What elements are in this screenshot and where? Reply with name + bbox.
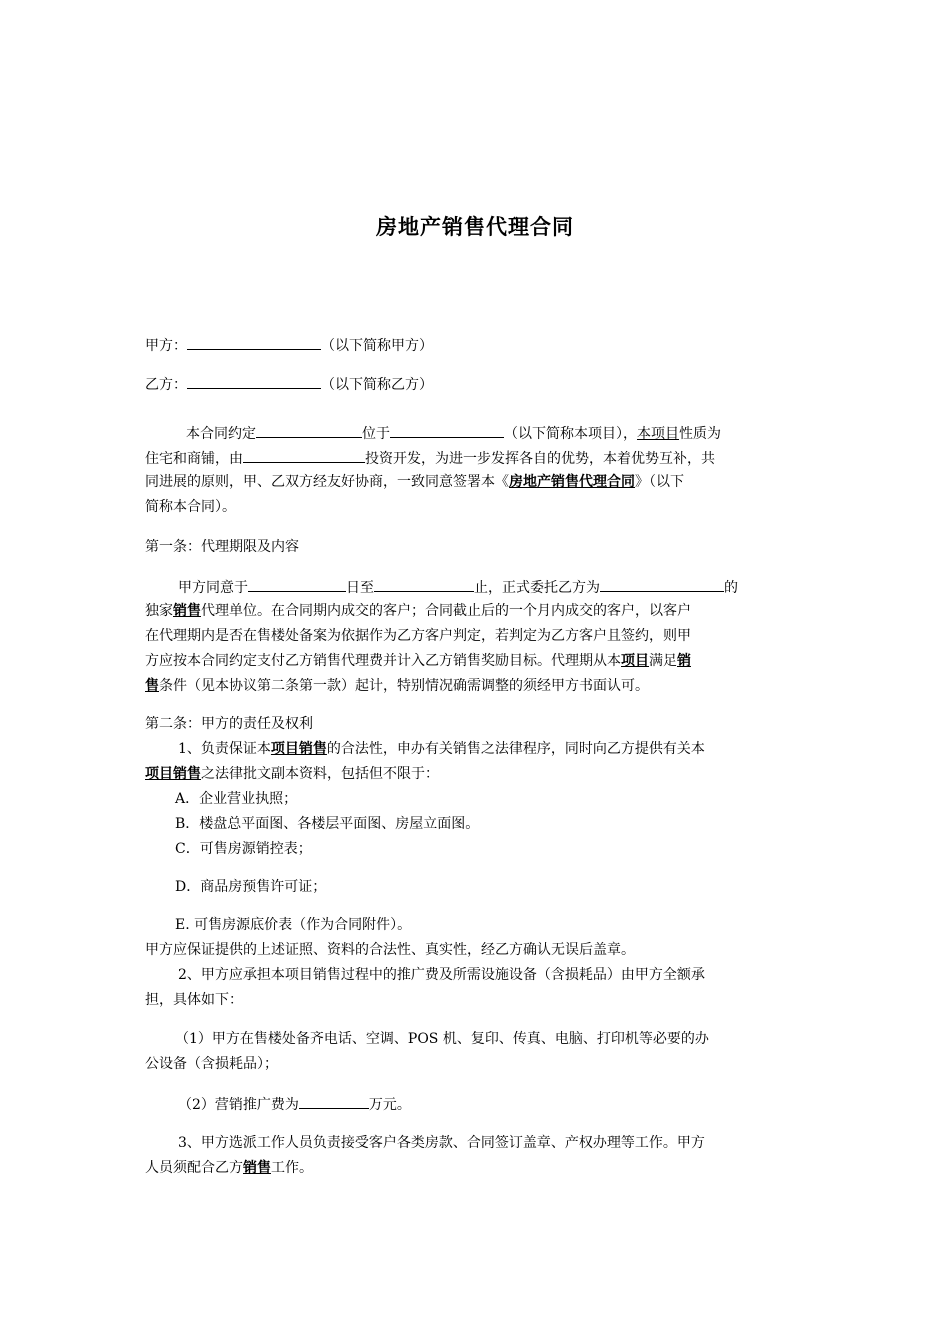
- art2-p2-sub1-line-2: 公设备（含损耗品）；: [145, 1056, 278, 1072]
- art1-line-4: [145, 651, 691, 671]
- contract-name-bold: 代理合同: [579, 474, 635, 490]
- document-list-item: A．企业营业执照；: [175, 791, 298, 807]
- art1-bold-link: 销售: [173, 603, 201, 619]
- intro-text: 》（以下: [635, 474, 684, 490]
- art2-p3-line-2: [145, 1158, 313, 1178]
- art1-blank-2: [374, 576, 474, 592]
- party-a-label: 甲方：: [145, 338, 187, 354]
- intro-text: 同进展的原则，甲、乙双方经友好协商，一致同意签署本《: [145, 474, 509, 490]
- art2-p2-line-1: 2、甲方应承担本项目销售过程中的推广费及所需设施设备（含损耗品）由甲方全额承: [178, 967, 705, 983]
- article-2-heading: 第二条：甲方的责任及权利: [145, 716, 313, 732]
- art2-text: 的合法性，申办有关销售之法律程序，同时向乙方提供有关本: [326, 741, 705, 757]
- party-b-line: [145, 373, 433, 395]
- intro-underlined-text: 本项目: [637, 426, 679, 442]
- art1-text: 甲方同意于: [178, 580, 248, 596]
- party-b-blank: [187, 373, 321, 389]
- art1-blank-1: [248, 576, 346, 592]
- art2-bold-link: 销售: [243, 1160, 271, 1176]
- art1-text: 方应按本合同约定支付乙方销售代理费并计入乙方销售奖励目标。代理期从本: [145, 653, 621, 669]
- art1-text: 止，正式委托乙方为: [474, 580, 600, 596]
- intro-text: 位于: [362, 426, 390, 442]
- intro-line-3: [145, 472, 684, 492]
- art2-p2-sub1-line-1: （1）甲方在售楼处备齐电话、空调、POS 机、复印、传真、电脑、打印机等必要的办: [175, 1031, 709, 1047]
- art2-bold-link: 项目销售: [270, 741, 327, 757]
- intro-line-4: 简称本合同）。: [145, 499, 236, 515]
- art1-line-5: [145, 676, 649, 696]
- promo-fee-blank: [299, 1093, 369, 1109]
- article-1-heading: 第一条：代理期限及内容: [145, 539, 299, 555]
- art1-text: 日至: [346, 580, 374, 596]
- intro-blank-3: [243, 447, 365, 463]
- document-list-item: E. 可售房源底价表（作为合同附件）。: [175, 917, 412, 933]
- intro-text: 投资开发，为进一步发挥各自的优势，本着优势互补，共: [365, 451, 715, 467]
- art1-line-3: 在代理期内是否在售楼处备案为依据作为乙方客户判定，若判定为乙方客户且签约，则甲: [145, 628, 691, 644]
- document-list-item: D．商品房预售许可证；: [175, 879, 327, 895]
- art2-p1-line-1: [178, 739, 705, 759]
- intro-blank-2: [390, 422, 504, 438]
- art1-line-2: [145, 601, 691, 621]
- party-a-line: [145, 334, 433, 356]
- party-b-label: 乙方：: [145, 377, 187, 393]
- intro-text: （以下简称本项目），: [504, 426, 637, 442]
- art1-text: 条件（见本协议第二条第一款）起计，特别情况确需调整的须经甲方书面认可。: [159, 678, 649, 694]
- party-a-note: （以下简称甲方）: [321, 338, 433, 354]
- art1-line-1: [178, 576, 738, 598]
- art1-text: 满足: [649, 653, 677, 669]
- intro-line-1: [186, 422, 721, 444]
- art2-bold-link: 项目销售: [145, 766, 201, 782]
- party-a-blank: [187, 334, 321, 350]
- art1-text: 代理单位。在合同期内成交的客户；合同截止后的一个月内成交的客户，以客户: [201, 603, 691, 619]
- art2-p2-line-2: 担，具体如下：: [145, 992, 243, 1008]
- art2-text: 万元。: [368, 1097, 411, 1113]
- art1-bold-link: 销: [677, 653, 691, 669]
- art2-guarantee: 甲方应保证提供的上述证照、资料的合法性、真实性，经乙方确认无误后盖章。: [145, 942, 635, 958]
- art1-bold-link: 售: [145, 678, 159, 694]
- art2-p2-sub2: [178, 1093, 411, 1115]
- art2-text: （2）营销推广费为: [178, 1097, 299, 1113]
- intro-blank-1: [256, 422, 362, 438]
- art2-p1-line-2: [145, 764, 439, 784]
- art1-text: 独家: [145, 603, 173, 619]
- intro-line-2: [145, 447, 715, 469]
- art2-text: 1、负责保证本: [178, 741, 271, 757]
- art2-p3-line-1: 3、甲方选派工作人员负责接受客户各类房款、合同签订盖章、产权办理等工作。甲方: [178, 1135, 705, 1151]
- art2-text: 工作。: [271, 1160, 313, 1176]
- party-b-note: （以下简称乙方）: [321, 377, 433, 393]
- art1-blank-3: [600, 576, 724, 592]
- document-list-item: C．可售房源销控表；: [175, 841, 312, 857]
- document-list-item: B．楼盘总平面图、各楼层平面图、房屋立面图。: [175, 816, 480, 832]
- art2-text: 之法律批文副本资料，包括但不限于：: [201, 766, 439, 782]
- art1-text: 的: [724, 580, 738, 596]
- intro-text: 本合同约定: [186, 426, 256, 442]
- document-title: 房地产销售代理合同: [376, 215, 574, 239]
- contract-name-bold: 房地产销售: [509, 474, 579, 490]
- intro-text: 住宅和商铺，由: [145, 451, 243, 467]
- art1-bold-link: 项目: [621, 653, 649, 669]
- art2-text: 人员须配合乙方: [145, 1160, 243, 1176]
- intro-text: 性质为: [679, 426, 721, 442]
